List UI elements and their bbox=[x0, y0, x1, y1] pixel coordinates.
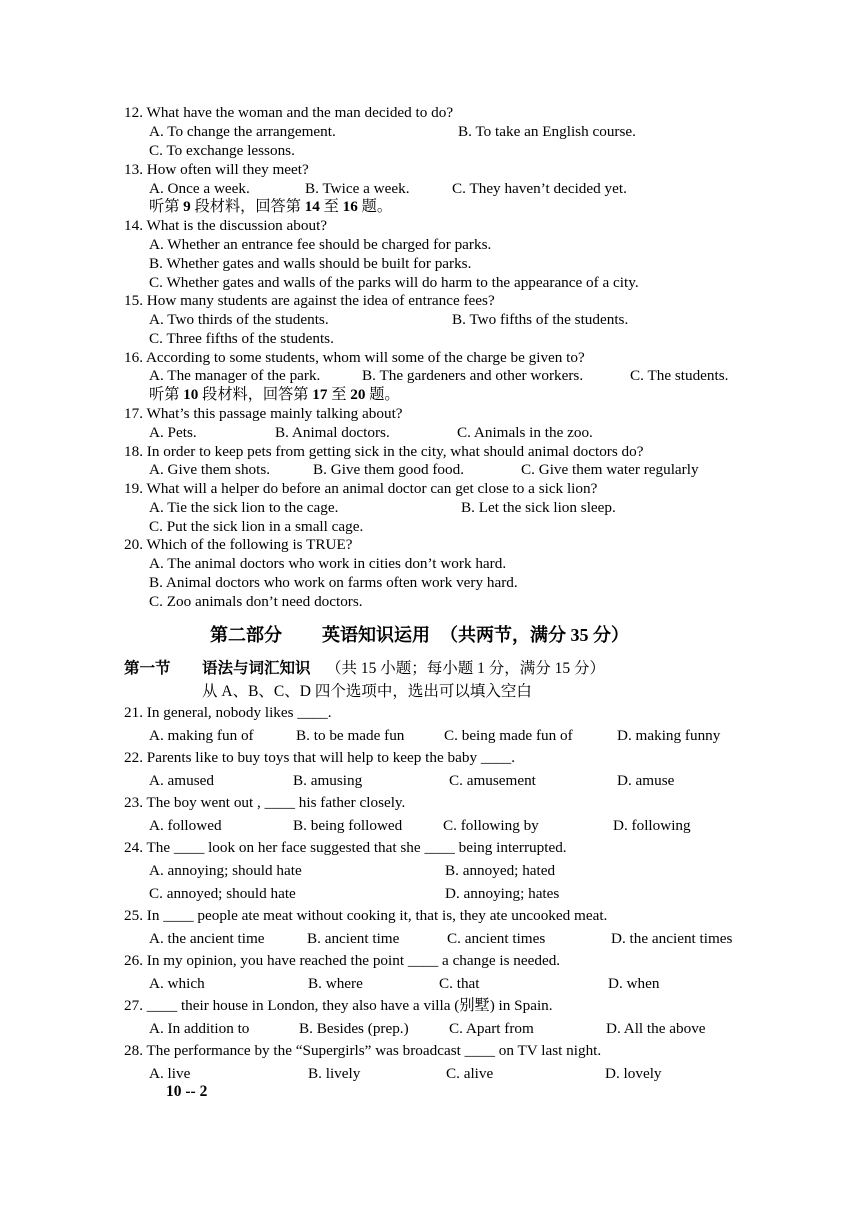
question-15-option-c: C. Three fifths of the students. bbox=[149, 330, 334, 347]
question-16-option-a: A. The manager of the park. bbox=[149, 367, 321, 384]
question-21-option-d: D. making funny bbox=[617, 727, 721, 744]
section-1-label: 第一节 bbox=[124, 660, 171, 677]
question-18-option-a: A. Give them shots. bbox=[149, 461, 271, 478]
question-13-option-b: B. Twice a week. bbox=[305, 180, 410, 197]
question-18-option-c: C. Give them water regularly bbox=[521, 461, 699, 478]
question-24-option-b: B. annoyed; hated bbox=[445, 862, 556, 879]
question-17-option-a: A. Pets. bbox=[149, 424, 197, 441]
question-13-option-c: C. They haven’t decided yet. bbox=[452, 180, 627, 197]
question-27-option-b: B. Besides (prep.) bbox=[299, 1020, 409, 1037]
question-18-stem: 18. In order to keep pets from getting sick in the city, what should animal doctors do? bbox=[124, 443, 644, 460]
question-14-option-a: A. Whether an entrance fee should be charged for parks. bbox=[149, 236, 492, 253]
section-1-name: 语法与词汇知识 bbox=[202, 660, 311, 677]
question-26-option-d: D. when bbox=[608, 975, 660, 992]
question-21-option-b: B. to be made fun bbox=[296, 727, 405, 744]
question-27-stem: 27. ____ their house in London, they also have a villa (别墅) in Spain. bbox=[124, 997, 553, 1014]
question-24-option-d: D. annoying; hates bbox=[445, 885, 560, 902]
question-23-option-b: B. being followed bbox=[293, 817, 403, 834]
question-23-option-d: D. following bbox=[613, 817, 691, 834]
part-2-title: 第二部分 bbox=[210, 625, 282, 645]
question-17-stem: 17. What’s this passage mainly talking about? bbox=[124, 405, 403, 422]
question-25-option-c: C. ancient times bbox=[447, 930, 546, 947]
question-28-option-b: B. lively bbox=[308, 1065, 361, 1082]
question-12-stem: 12. What have the woman and the man decided to do? bbox=[124, 104, 454, 121]
question-19-option-b: B. Let the sick lion sleep. bbox=[461, 499, 616, 516]
question-25-option-b: B. ancient time bbox=[307, 930, 400, 947]
question-16-option-c: C. The students. bbox=[630, 367, 729, 384]
question-23-option-c: C. following by bbox=[443, 817, 539, 834]
question-27-option-c: C. Apart from bbox=[449, 1020, 534, 1037]
question-26-option-c: C. that bbox=[439, 975, 480, 992]
question-25-stem: 25. In ____ people ate meat without cooking it, that is, they ate uncooked meat. bbox=[124, 907, 608, 924]
question-14-stem: 14. What is the discussion about? bbox=[124, 217, 328, 234]
question-19-option-c: C. Put the sick lion in a small cage. bbox=[149, 518, 364, 535]
question-22-stem: 22. Parents like to buy toys that will help to keep the baby ____. bbox=[124, 749, 516, 766]
question-25-option-d: D. the ancient times bbox=[611, 930, 733, 947]
question-18-option-b: B. Give them good food. bbox=[313, 461, 465, 478]
question-22-option-b: B. amusing bbox=[293, 772, 363, 789]
question-24-option-c: C. annoyed; should hate bbox=[149, 885, 296, 902]
question-16-option-b: B. The gardeners and other workers. bbox=[362, 367, 584, 384]
question-28-option-d: D. lovely bbox=[605, 1065, 662, 1082]
question-24-stem: 24. The ____ look on her face suggested that she ____ being interrupted. bbox=[124, 839, 567, 856]
question-23-option-a: A. followed bbox=[149, 817, 222, 834]
question-22-option-d: D. amuse bbox=[617, 772, 675, 789]
question-26-stem: 26. In my opinion, you have reached the point ____ a change is needed. bbox=[124, 952, 561, 969]
question-12-option-b: B. To take an English course. bbox=[458, 123, 636, 140]
question-22-option-a: A. amused bbox=[149, 772, 214, 789]
question-12-option-c: C. To exchange lessons. bbox=[149, 142, 295, 159]
question-20-option-a: A. The animal doctors who work in cities don’t work hard. bbox=[149, 555, 507, 572]
question-14-option-c: C. Whether gates and walls of the parks will do harm to the appearance of a city. bbox=[149, 274, 639, 291]
question-25-option-a: A. the ancient time bbox=[149, 930, 265, 947]
question-28-stem: 28. The performance by the “Supergirls” was broadcast ____ on TV last night. bbox=[124, 1042, 602, 1059]
passage-9-instruction: 听第 9 段材料，回答第 14 至 16 题。 bbox=[149, 198, 392, 215]
question-20-option-c: C. Zoo animals don’t need doctors. bbox=[149, 593, 363, 610]
question-13-option-a: A. Once a week. bbox=[149, 180, 250, 197]
question-21-option-a: A. making fun of bbox=[149, 727, 254, 744]
question-27-option-d: D. All the above bbox=[606, 1020, 706, 1037]
question-22-option-c: C. amusement bbox=[449, 772, 536, 789]
question-21-stem: 21. In general, nobody likes ____. bbox=[124, 704, 332, 721]
question-27-option-a: A. In addition to bbox=[149, 1020, 250, 1037]
question-19-option-a: A. Tie the sick lion to the cage. bbox=[149, 499, 339, 516]
question-17-option-b: B. Animal doctors. bbox=[275, 424, 390, 441]
question-28-option-a: A. live bbox=[149, 1065, 191, 1082]
question-15-option-a: A. Two thirds of the students. bbox=[149, 311, 329, 328]
question-20-stem: 20. Which of the following is TRUE? bbox=[124, 536, 353, 553]
question-19-stem: 19. What will a helper do before an animal doctor can get close to a sick lion? bbox=[124, 480, 598, 497]
section-1-instruction: 从 A、B、C、D 四个选项中，选出可以填入空白 bbox=[202, 683, 532, 700]
question-17-option-c: C. Animals in the zoo. bbox=[457, 424, 593, 441]
question-12-option-a: A. To change the arrangement. bbox=[149, 123, 336, 140]
section-1-info: （共 15 小题；每小题 1 分，满分 15 分） bbox=[326, 660, 606, 677]
passage-10-instruction: 听第 10 段材料，回答第 17 至 20 题。 bbox=[149, 386, 400, 403]
part-2-score-note: （共两节，满分 35 分） bbox=[440, 625, 629, 645]
question-23-stem: 23. The boy went out , ____ his father closely. bbox=[124, 794, 406, 811]
question-16-stem: 16. According to some students, whom will some of the charge be given to? bbox=[124, 349, 585, 366]
question-26-option-a: A. which bbox=[149, 975, 205, 992]
question-13-stem: 13. How often will they meet? bbox=[124, 161, 309, 178]
question-24-option-a: A. annoying; should hate bbox=[149, 862, 302, 879]
question-14-option-b: B. Whether gates and walls should be built for parks. bbox=[149, 255, 472, 272]
question-26-option-b: B. where bbox=[308, 975, 363, 992]
question-21-option-c: C. being made fun of bbox=[444, 727, 573, 744]
part-2-subject: 英语知识运用 bbox=[322, 625, 430, 645]
question-20-option-b: B. Animal doctors who work on farms often work very hard. bbox=[149, 574, 518, 591]
question-28-option-c: C. alive bbox=[446, 1065, 494, 1082]
page-number: 10 -- 2 bbox=[166, 1083, 208, 1100]
question-15-option-b: B. Two fifths of the students. bbox=[452, 311, 629, 328]
question-15-stem: 15. How many students are against the idea of entrance fees? bbox=[124, 292, 495, 309]
